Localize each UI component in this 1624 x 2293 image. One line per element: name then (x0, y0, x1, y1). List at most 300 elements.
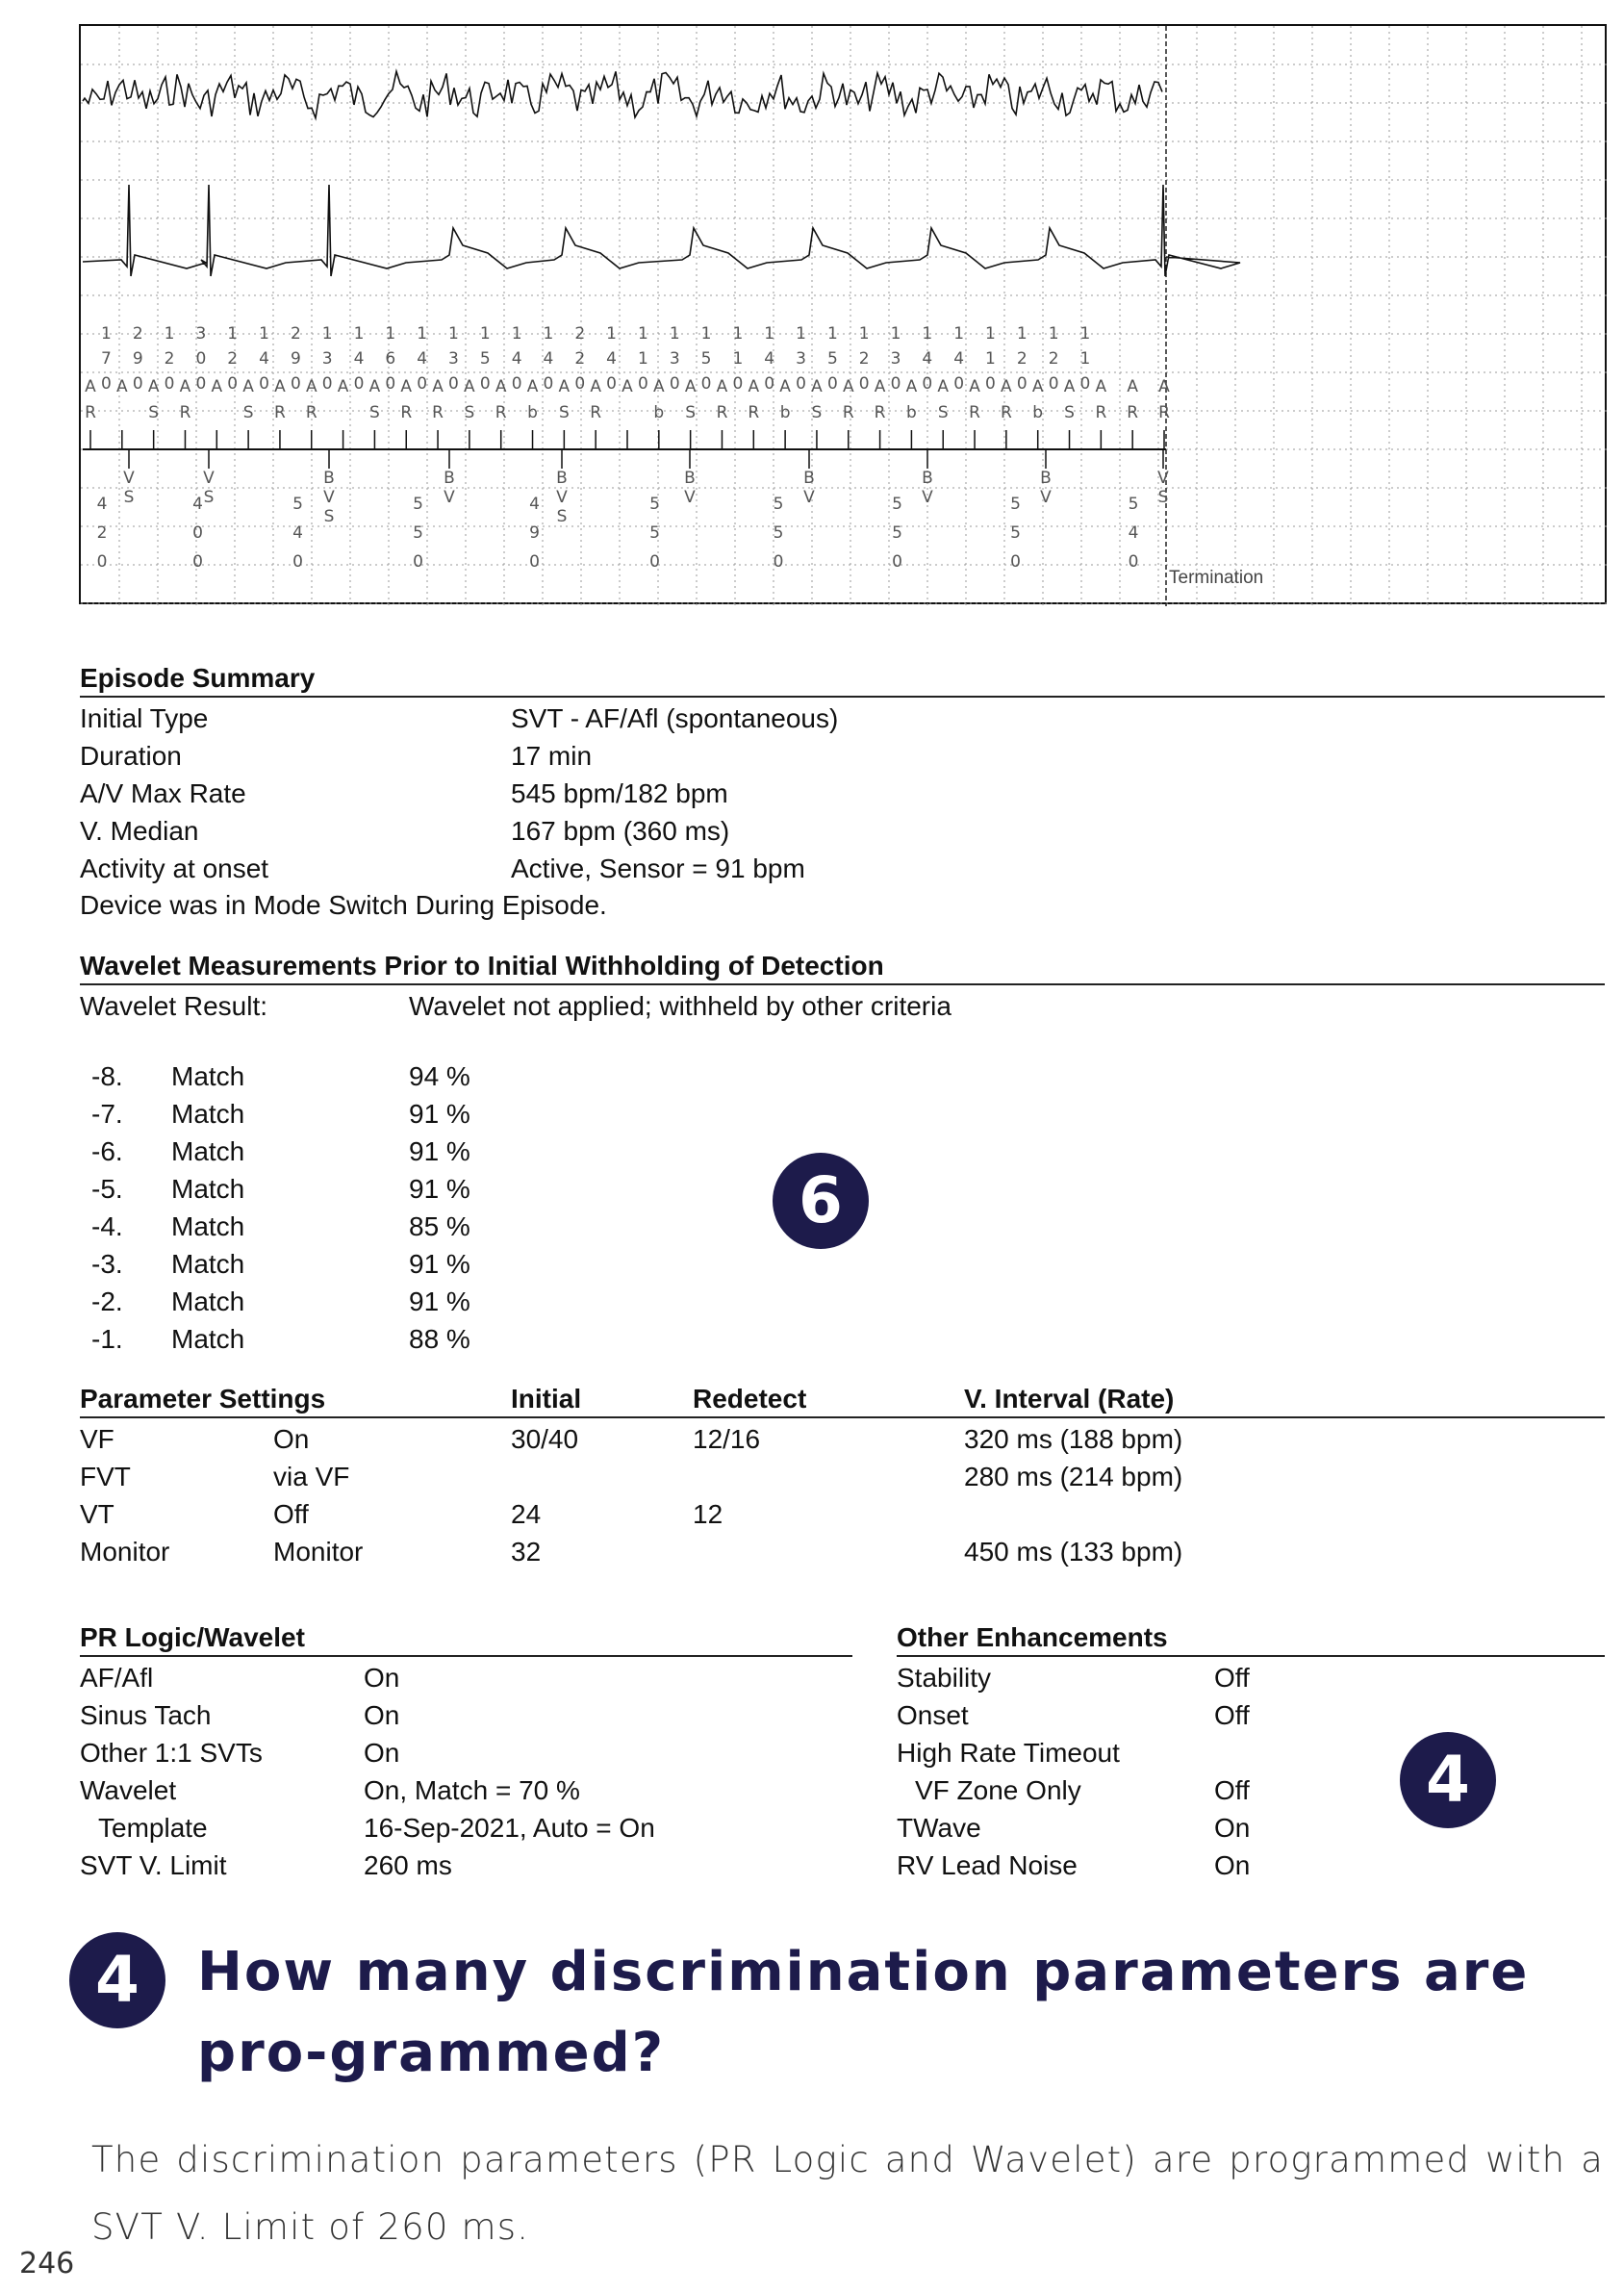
pr-logic-label: AF/Afl (80, 1663, 154, 1693)
atrial-interval-digit: 4 (764, 349, 775, 369)
atrial-marker-label: A (874, 377, 886, 396)
pr-logic-value: 260 ms (364, 1850, 452, 1880)
atrial-interval-digit: 0 (637, 374, 648, 394)
param-header-settings: Parameter Settings (80, 1384, 326, 1414)
pr-logic-label: Other 1:1 SVTs (80, 1738, 263, 1768)
wavelet-row-value: 91 % (409, 1287, 470, 1316)
atrial-marker-label: A (1158, 377, 1170, 396)
wavelet-row-value: 91 % (409, 1249, 470, 1279)
param-redetect: 12/16 (693, 1424, 761, 1454)
atrial-interval-digit: 0 (1079, 374, 1091, 394)
ventricular-interval-digit: 0 (892, 552, 902, 572)
ventricular-marker-label: S (1157, 488, 1169, 507)
atrial-marker-label: S (148, 403, 160, 422)
atrial-marker-label: A (1031, 377, 1044, 396)
atrial-marker-label: A (748, 377, 760, 396)
atrial-marker-label: S (242, 403, 254, 422)
wavelet-row-index: -1. (91, 1324, 123, 1354)
atrial-interval-digit: 4 (259, 349, 269, 369)
atrial-marker-label: A (242, 377, 254, 396)
atrial-marker-label: R (716, 403, 728, 422)
param-header-redetect: Redetect (693, 1384, 807, 1414)
ventricular-interval-digit: 5 (773, 523, 784, 543)
atrial-marker-label: A (590, 377, 601, 396)
pr-logic-label: Wavelet (80, 1775, 177, 1805)
ventricular-interval-digit: 5 (649, 523, 660, 543)
other-enh-value: On (1214, 1813, 1251, 1843)
episode-label: Activity at onset (80, 854, 269, 883)
ventricular-interval-digit: 0 (773, 552, 784, 572)
param-header-initial: Initial (511, 1384, 582, 1414)
atrial-interval-digit: 0 (985, 374, 996, 394)
ventricular-marker-label: V (803, 488, 815, 507)
atrial-interval-digit: 0 (606, 374, 618, 394)
param-interval: 280 ms (214 bpm) (964, 1462, 1183, 1491)
atrial-interval-digit: 1 (1016, 324, 1028, 344)
atrial-interval-digit: 0 (732, 374, 744, 394)
atrial-interval-digit: 3 (796, 349, 806, 369)
atrial-marker-label: R (274, 403, 286, 422)
wavelet-result-value: Wavelet not applied; withheld by other criteria (409, 991, 952, 1021)
pr-logic-value: On, Match = 70 % (364, 1775, 580, 1805)
pr-logic-label: Template (98, 1813, 208, 1843)
atrial-marker-label: A (464, 377, 475, 396)
atrial-interval-digit: 2 (227, 349, 239, 369)
atrial-interval-digit: 0 (574, 374, 586, 394)
ventricular-interval-digit: 4 (1128, 523, 1139, 543)
atrial-marker-label: A (1001, 377, 1012, 396)
atrial-marker-label: A (116, 377, 128, 396)
param-redetect: 12 (693, 1499, 723, 1529)
ventricular-marker-label: V (1040, 488, 1052, 507)
atrial-marker-label: R (590, 403, 602, 422)
atrial-marker-label: b (779, 403, 791, 422)
atrial-interval-digit: 0 (290, 374, 301, 394)
ventricular-marker-label: B (323, 469, 335, 488)
atrial-marker-label: A (558, 377, 571, 396)
ventricular-marker-label: B (803, 469, 815, 488)
atrial-marker-label: R (495, 403, 507, 422)
wavelet-row-label: Match (171, 1136, 245, 1166)
atrial-marker-label: R (748, 403, 760, 422)
atrial-interval-digit: 1 (669, 324, 680, 344)
atrial-interval-digit: 2 (132, 324, 143, 344)
atrial-marker-label: R (874, 403, 886, 422)
atrial-marker-label: A (432, 377, 444, 396)
wavelet-row-index: -7. (91, 1099, 123, 1129)
pr-logic-value: 16-Sep-2021, Auto = On (364, 1813, 655, 1843)
atrial-marker-label: A (526, 377, 539, 396)
atrial-interval-digit: 0 (417, 374, 428, 394)
atrial-interval-digit: 4 (511, 349, 522, 369)
atrial-marker-label: A (274, 377, 286, 396)
param-status: Monitor (273, 1537, 364, 1567)
wavelet-row-label: Match (171, 1174, 245, 1204)
atrial-marker-label: S (464, 403, 475, 422)
other-enh-label: High Rate Timeout (897, 1738, 1120, 1768)
episode-label: Initial Type (80, 703, 209, 733)
atrial-interval-digit: 1 (1079, 349, 1091, 369)
atrial-interval-digit: 1 (1079, 324, 1091, 344)
atrial-marker-label: A (937, 377, 950, 396)
atrial-interval-digit: 3 (669, 349, 680, 369)
ventricular-marker-label: B (922, 469, 933, 488)
atrial-interval-digit: 1 (796, 324, 806, 344)
atrial-marker-label: S (1064, 403, 1075, 422)
wavelet-rule (80, 983, 1605, 985)
ventricular-interval-digit: 5 (1010, 495, 1021, 514)
page-number: 246 (19, 2247, 75, 2280)
wavelet-row-index: -8. (91, 1061, 123, 1091)
ventricular-marker-label: S (203, 488, 215, 507)
wavelet-row-index: -5. (91, 1174, 123, 1204)
atrial-egm-trace (83, 71, 1162, 117)
atrial-marker-label: R (179, 403, 191, 422)
atrial-interval-digit: 1 (858, 324, 870, 344)
atrial-interval-digit: 0 (1016, 374, 1028, 394)
atrial-marker-label: A (305, 377, 317, 396)
atrial-interval-digit: 0 (195, 374, 207, 394)
param-header-interval: V. Interval (Rate) (964, 1384, 1175, 1414)
param-name: VT (80, 1499, 114, 1529)
atrial-interval-digit: 2 (574, 349, 586, 369)
atrial-interval-digit: 1 (100, 324, 112, 344)
atrial-interval-digit: 0 (195, 349, 207, 369)
ventricular-interval-digit: 0 (1010, 552, 1021, 572)
atrial-marker-label: A (811, 377, 823, 396)
atrial-interval-digit: 2 (164, 349, 175, 369)
atrial-interval-digit: 3 (195, 324, 207, 344)
atrial-interval-digit: 0 (511, 374, 522, 394)
atrial-interval-digit: 0 (479, 374, 491, 394)
atrial-marker-label: A (622, 377, 633, 396)
atrial-interval-digit: 0 (543, 374, 554, 394)
episode-summary-rule (80, 696, 1605, 698)
atrial-marker-label: b (1032, 403, 1044, 422)
atrial-marker-label: A (684, 377, 697, 396)
badge-4-table-icon: 4 (1400, 1732, 1496, 1828)
atrial-interval-digit: 2 (1016, 349, 1028, 369)
pr-logic-value: On (364, 1663, 400, 1693)
ventricular-interval-digit: 4 (96, 495, 108, 514)
ventricular-interval-digit: 4 (529, 495, 540, 514)
atrial-marker-label: A (905, 377, 918, 396)
atrial-interval-digit: 1 (764, 324, 775, 344)
other-enh-label: RV Lead Noise (897, 1850, 1078, 1880)
atrial-interval-digit: 1 (353, 324, 365, 344)
atrial-interval-digit: 1 (479, 324, 491, 344)
atrial-interval-digit: 1 (953, 324, 965, 344)
atrial-interval-digit: 1 (985, 349, 996, 369)
atrial-interval-digit: 0 (669, 374, 680, 394)
atrial-interval-digit: 0 (227, 374, 239, 394)
ventricular-marker-label: S (123, 488, 135, 507)
atrial-interval-digit: 0 (164, 374, 175, 394)
ventricular-marker-label: B (444, 469, 455, 488)
wavelet-row-value: 85 % (409, 1211, 470, 1241)
atrial-interval-digit: 1 (826, 324, 838, 344)
ventricular-marker-label: V (684, 488, 696, 507)
pr-logic-label: Sinus Tach (80, 1700, 212, 1730)
ventricular-interval-digit: 5 (892, 495, 902, 514)
atrial-interval-digit: 1 (164, 324, 175, 344)
answer-text: The discrimination parameters (PR Logic and Wavelet) are programmed with a SVT V. Limit of 260 ms. (91, 2139, 1604, 2248)
pr-logic-value: On (364, 1700, 400, 1730)
atrial-marker-label: A (337, 377, 349, 396)
atrial-interval-digit: 1 (385, 324, 396, 344)
atrial-marker-label: S (811, 403, 823, 422)
atrial-interval-digit: 4 (417, 349, 428, 369)
episode-value: 545 bpm/182 bpm (511, 778, 728, 808)
atrial-marker-label: A (716, 377, 728, 396)
other-enh-label: TWave (897, 1813, 981, 1843)
atrial-interval-digit: 5 (479, 349, 491, 369)
atrial-marker-label: A (969, 377, 980, 396)
episode-label: Duration (80, 741, 182, 771)
ventricular-marker-label: S (556, 507, 568, 526)
episode-value: 17 min (511, 741, 593, 771)
badge-6-icon: 6 (773, 1153, 869, 1249)
atrial-interval-digit: 0 (700, 374, 712, 394)
atrial-interval-digit: 9 (132, 349, 143, 369)
atrial-interval-digit: 0 (796, 374, 806, 394)
ventricular-marker-label: B (556, 469, 568, 488)
wavelet-row-label: Match (171, 1061, 245, 1091)
atrial-marker-label: S (558, 403, 570, 422)
param-name: Monitor (80, 1537, 170, 1567)
atrial-interval-digit: 0 (100, 374, 112, 394)
atrial-marker-label: A (400, 377, 413, 396)
atrial-interval-digit: 0 (448, 374, 459, 394)
other-enh-label: VF Zone Only (915, 1775, 1081, 1805)
ventricular-interval-digit: 4 (292, 523, 303, 543)
other-enh-heading: Other Enhancements (897, 1622, 1168, 1652)
param-status: via VF (273, 1462, 350, 1491)
atrial-interval-digit: 0 (353, 374, 365, 394)
atrial-marker-label: R (305, 403, 317, 422)
mode-switch-note: Device was in Mode Switch During Episode. (80, 890, 607, 920)
atrial-marker-label: R (85, 403, 96, 422)
atrial-interval-digit: 3 (890, 349, 901, 369)
atrial-interval-digit: 0 (1048, 374, 1059, 394)
atrial-interval-digit: 1 (448, 324, 459, 344)
atrial-interval-digit: 2 (858, 349, 870, 369)
atrial-interval-digit: 0 (259, 374, 269, 394)
atrial-interval-digit: 0 (764, 374, 775, 394)
other-enh-label: Stability (897, 1663, 992, 1693)
ventricular-interval-digit: 0 (1128, 552, 1139, 572)
atrial-marker-label: A (179, 377, 191, 396)
question-title: How many discrimination parameters are pro-grammed? (197, 1941, 1530, 2084)
param-interval: 320 ms (188 bpm) (964, 1424, 1183, 1454)
atrial-marker-label: R (1127, 403, 1139, 422)
atrial-interval-digit: 0 (385, 374, 396, 394)
atrial-marker-label: R (1000, 403, 1012, 422)
ventricular-interval-digit: 5 (1128, 495, 1139, 514)
question-number-badge-icon: 4 (69, 1932, 165, 2028)
ventricular-marker-label: B (1040, 469, 1052, 488)
ventricular-marker-label: S (323, 507, 335, 526)
pr-logic-rule (80, 1655, 852, 1657)
ventricular-marker-label: V (922, 488, 933, 507)
atrial-interval-digit: 9 (290, 349, 301, 369)
atrial-marker-label: A (842, 377, 854, 396)
atrial-marker-label: A (147, 377, 160, 396)
ventricular-interval-digit: 5 (773, 495, 784, 514)
episode-value: Active, Sensor = 91 bpm (511, 854, 805, 883)
atrial-marker-label: b (906, 403, 917, 422)
atrial-interval-digit: 0 (826, 374, 838, 394)
atrial-interval-digit: 0 (321, 374, 333, 394)
atrial-interval-digit: 1 (700, 324, 712, 344)
param-name: VF (80, 1424, 114, 1454)
atrial-interval-digit: 1 (259, 324, 269, 344)
episode-label: A/V Max Rate (80, 778, 246, 808)
atrial-interval-digit: 0 (922, 374, 933, 394)
atrial-interval-digit: 1 (606, 324, 618, 344)
wavelet-row-label: Match (171, 1287, 245, 1316)
ventricular-interval-digit: 0 (192, 523, 203, 543)
atrial-interval-digit: 1 (922, 324, 933, 344)
other-enh-value: Off (1214, 1663, 1250, 1693)
atrial-marker-label: A (211, 377, 223, 396)
ventricular-interval-digit: 0 (413, 552, 423, 572)
wavelet-row-index: -3. (91, 1249, 123, 1279)
atrial-interval-digit: 0 (953, 374, 965, 394)
atrial-marker-label: R (842, 403, 854, 422)
wavelet-heading: Wavelet Measurements Prior to Initial Withholding of Detection (80, 951, 884, 981)
atrial-interval-digit: 1 (732, 324, 744, 344)
ventricular-interval-digit: 0 (292, 552, 303, 572)
atrial-marker-label: R (969, 403, 980, 422)
atrial-interval-digit: 4 (543, 349, 554, 369)
param-status: Off (273, 1499, 309, 1529)
ventricular-interval-digit: 5 (413, 523, 423, 543)
wavelet-row-label: Match (171, 1249, 245, 1279)
atrial-interval-digit: 4 (353, 349, 365, 369)
atrial-interval-digit: 1 (543, 324, 554, 344)
ventricular-interval-digit: 5 (292, 495, 303, 514)
atrial-marker-label: A (1127, 377, 1138, 396)
wavelet-row-index: -4. (91, 1211, 123, 1241)
atrial-marker-label: A (653, 377, 665, 396)
atrial-marker-label: R (1095, 403, 1107, 422)
ventricular-marker-label: B (684, 469, 696, 488)
other-enh-label: Onset (897, 1700, 969, 1730)
ventricular-egm-trace (83, 185, 1240, 276)
ventricular-interval-digit: 0 (96, 552, 108, 572)
atrial-interval-digit: 2 (290, 324, 301, 344)
atrial-interval-digit: 1 (985, 324, 996, 344)
atrial-interval-digit: 1 (417, 324, 428, 344)
atrial-interval-digit: 5 (826, 349, 838, 369)
ventricular-marker-label: V (444, 488, 455, 507)
other-enh-rule (897, 1655, 1605, 1657)
atrial-interval-digit: 4 (606, 349, 618, 369)
ventricular-interval-digit: 4 (192, 495, 203, 514)
wavelet-row-index: -2. (91, 1287, 123, 1316)
other-enh-value: On (1214, 1850, 1251, 1880)
atrial-interval-digit: 0 (858, 374, 870, 394)
atrial-interval-digit: 1 (227, 324, 239, 344)
atrial-interval-digit: 1 (1048, 324, 1059, 344)
atrial-marker-label: S (685, 403, 697, 422)
episode-label: V. Median (80, 816, 199, 846)
other-enh-value: Off (1214, 1700, 1250, 1730)
ventricular-interval-digit: 5 (649, 495, 660, 514)
wavelet-result-label: Wavelet Result: (80, 991, 268, 1021)
wavelet-row-label: Match (171, 1099, 245, 1129)
atrial-marker-label: b (653, 403, 665, 422)
atrial-interval-digit: 1 (637, 324, 648, 344)
episode-summary-heading: Episode Summary (80, 663, 316, 693)
param-interval: 450 ms (133 bpm) (964, 1537, 1183, 1567)
wavelet-row-value: 91 % (409, 1136, 470, 1166)
ventricular-marker-label: V (123, 469, 135, 488)
atrial-interval-digit: 4 (922, 349, 933, 369)
atrial-marker-label: S (369, 403, 380, 422)
atrial-interval-digit: 3 (448, 349, 459, 369)
param-rule (80, 1416, 1605, 1418)
atrial-marker-label: A (1095, 377, 1107, 396)
ventricular-interval-digit: 5 (1010, 523, 1021, 543)
wavelet-row-label: Match (171, 1324, 245, 1354)
ventricular-marker-label: V (203, 469, 215, 488)
param-name: FVT (80, 1462, 131, 1491)
atrial-interval-digit: 6 (385, 349, 396, 369)
ventricular-interval-digit: 0 (192, 552, 203, 572)
wavelet-row-label: Match (171, 1211, 245, 1241)
ventricular-interval-digit: 0 (529, 552, 540, 572)
ventricular-interval-digit: 5 (413, 495, 423, 514)
param-initial: 30/40 (511, 1424, 579, 1454)
atrial-marker-label: A (1063, 377, 1076, 396)
episode-value: 167 bpm (360 ms) (511, 816, 730, 846)
ventricular-interval-digit: 5 (892, 523, 902, 543)
param-initial: 24 (511, 1499, 542, 1529)
wavelet-row-value: 91 % (409, 1099, 470, 1129)
atrial-interval-digit: 2 (574, 324, 586, 344)
atrial-marker-label: A (779, 377, 791, 396)
ventricular-interval-digit: 0 (649, 552, 660, 572)
pr-logic-value: On (364, 1738, 400, 1768)
atrial-marker-label: R (1158, 403, 1170, 422)
ecg-trace-svg (81, 26, 1609, 606)
ventricular-marker-label: V (323, 488, 335, 507)
atrial-marker-label: A (495, 377, 507, 396)
ventricular-marker-label: V (1157, 469, 1169, 488)
atrial-interval-digit: 1 (890, 324, 901, 344)
termination-label: Termination (1169, 568, 1264, 588)
param-initial: 32 (511, 1537, 542, 1567)
atrial-interval-digit: 3 (321, 349, 333, 369)
episode-value: SVT - AF/Afl (spontaneous) (511, 703, 839, 733)
wavelet-row-index: -6. (91, 1136, 123, 1166)
wavelet-row-value: 94 % (409, 1061, 470, 1091)
atrial-interval-digit: 0 (890, 374, 901, 394)
param-status: On (273, 1424, 310, 1454)
atrial-marker-label: R (432, 403, 444, 422)
ventricular-interval-digit: 2 (96, 523, 108, 543)
atrial-marker-label: A (368, 377, 381, 396)
pr-logic-heading: PR Logic/Wavelet (80, 1622, 305, 1652)
wavelet-row-value: 91 % (409, 1174, 470, 1204)
atrial-interval-digit: 5 (700, 349, 712, 369)
atrial-marker-label: R (400, 403, 413, 422)
other-enh-value: Off (1214, 1775, 1250, 1805)
ventricular-marker-label: V (556, 488, 568, 507)
atrial-marker-label: S (937, 403, 949, 422)
